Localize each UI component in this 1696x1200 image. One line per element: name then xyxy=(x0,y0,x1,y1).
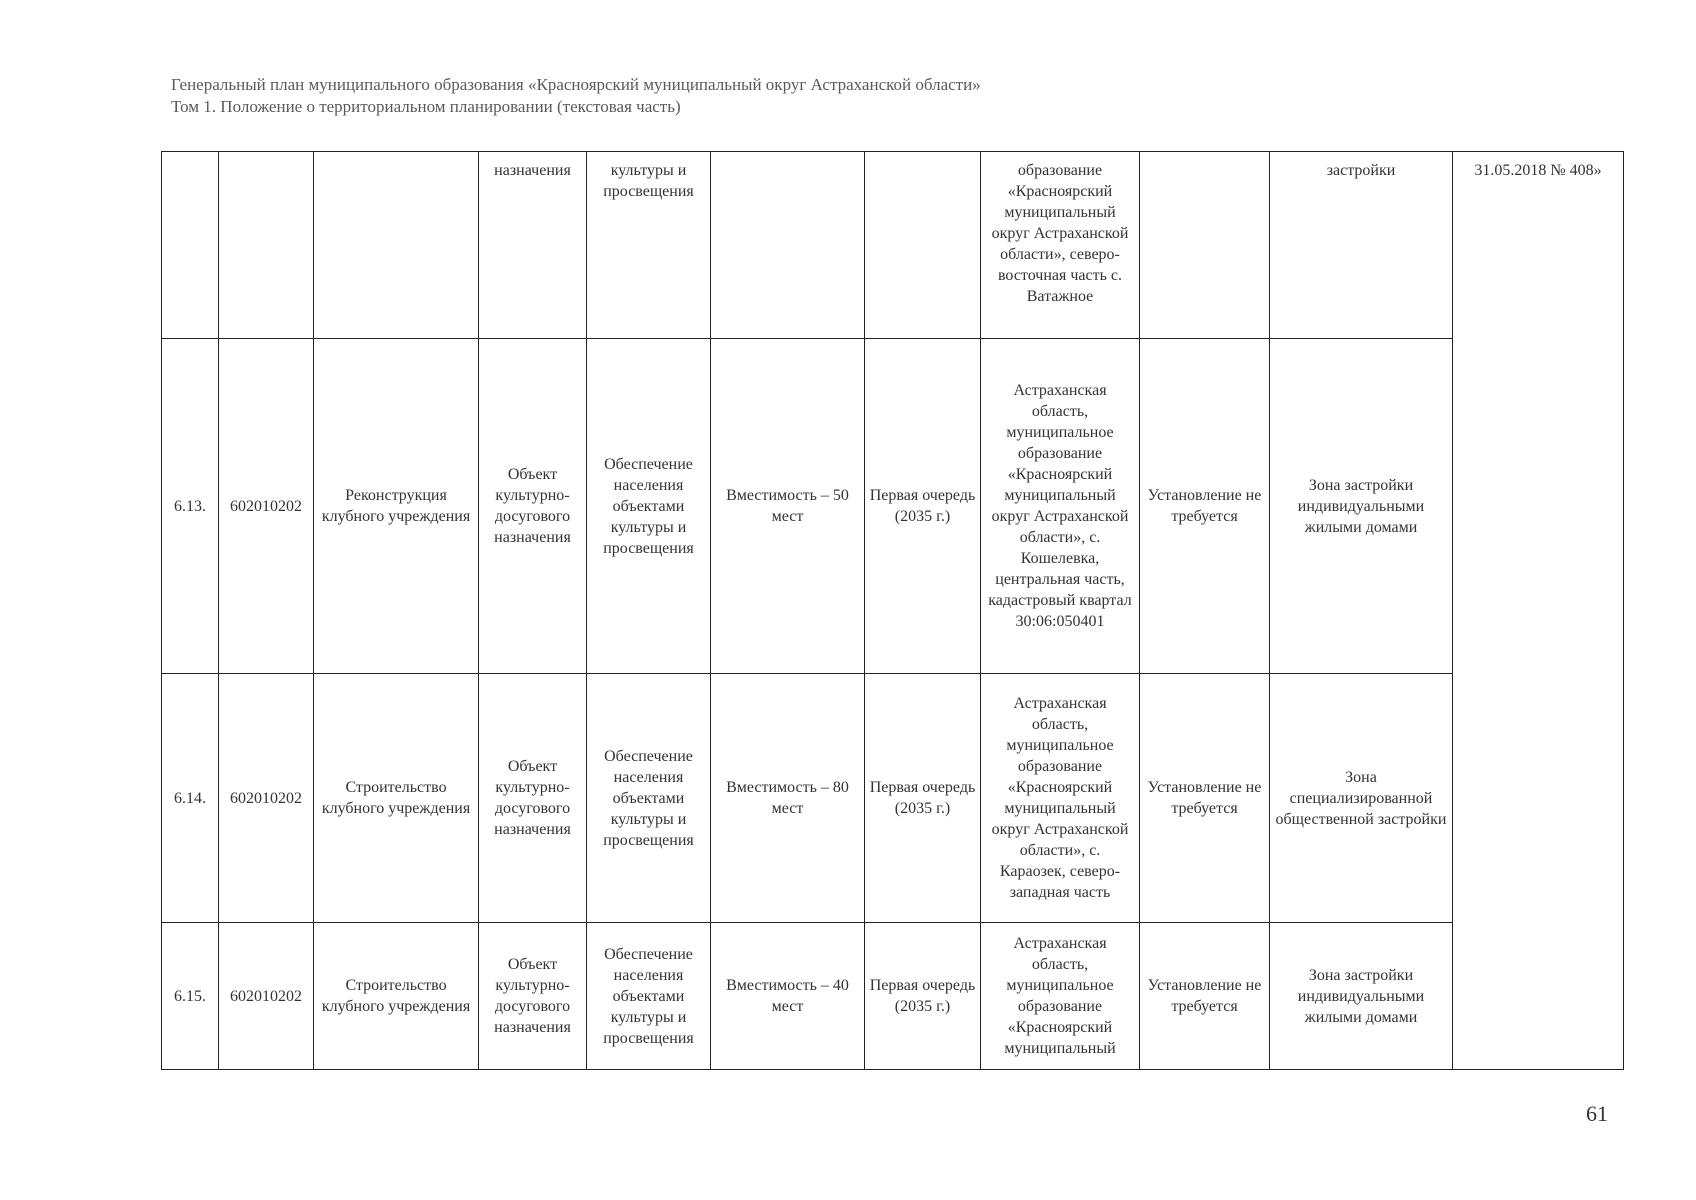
cell-code xyxy=(219,152,314,339)
cell-goal: Обеспечение населения объектами культуры и просвещения xyxy=(587,339,711,674)
table-row-continuation xyxy=(162,152,1624,339)
cell-name: Реконструкция клубного учреждения xyxy=(314,339,479,674)
objects-table xyxy=(161,151,1624,1070)
cell-zone-requirement: Установление не требуется xyxy=(1140,339,1270,674)
cell-zone: Зона застройки индивидуальными жилыми домами xyxy=(1270,339,1453,674)
cell-num: 6.15. xyxy=(162,923,219,1070)
page-number: 61 xyxy=(1586,1101,1608,1126)
cell-stage xyxy=(865,152,981,339)
cell-goal: культуры и просвещения xyxy=(587,152,711,339)
cell-name: Строительство клубного учреждения xyxy=(314,923,479,1070)
cell-name: Строительство клубного учреждения xyxy=(314,674,479,923)
cell-num: 6.13. xyxy=(162,339,219,674)
cell-stage: Первая очередь (2035 г.) xyxy=(865,339,981,674)
cell-location: Астраханская область, муниципальное образование «Красноярский муниципальный округ Астраханской области», с. Кошелевка, центральная часть, кадастровый квартал 30:06:050401 xyxy=(981,339,1140,674)
cell-location: образование «Красноярский муниципальный округ Астраханской области», северо-восточная часть с. Ватажное xyxy=(981,152,1140,339)
cell-zone-requirement xyxy=(1140,152,1270,339)
cell-location: Астраханская область, муниципальное образование «Красноярский муниципальный округ Астраханской области», с. Караозек, северо-западная часть xyxy=(981,674,1140,923)
cell-zone: Зона застройки индивидуальными жилыми домами xyxy=(1270,923,1453,1070)
cell-zone-requirement: Установление не требуется xyxy=(1140,923,1270,1070)
cell-stage: Первая очередь (2035 г.) xyxy=(865,923,981,1070)
cell-capacity xyxy=(711,152,865,339)
cell-purpose: назначения xyxy=(479,152,587,339)
cell-stage: Первая очередь (2035 г.) xyxy=(865,674,981,923)
cell-purpose: Объект культурно-досугового назначения xyxy=(479,339,587,674)
header-volume-line: Том 1. Положение о территориальном планировании (текстовая часть) xyxy=(171,97,681,116)
cell-document-reference: 31.05.2018 № 408» xyxy=(1453,152,1624,1070)
cell-num: 6.14. xyxy=(162,674,219,923)
table-row xyxy=(162,674,1624,923)
cell-purpose: Объект культурно-досугового назначения xyxy=(479,674,587,923)
header-title-line: Генеральный план муниципального образования «Красноярский муниципальный округ Астраханской области» xyxy=(171,75,981,94)
cell-goal: Обеспечение населения объектами культуры и просвещения xyxy=(587,674,711,923)
table-row xyxy=(162,923,1624,1070)
cell-capacity: Вместимость – 80 мест xyxy=(711,674,865,923)
cell-location: Астраханская область, муниципальное образование «Красноярский муниципальный xyxy=(981,923,1140,1070)
cell-zone: застройки xyxy=(1270,152,1453,339)
cell-purpose: Объект культурно-досугового назначения xyxy=(479,923,587,1070)
cell-code: 602010202 xyxy=(219,923,314,1070)
cell-goal: Обеспечение населения объектами культуры и просвещения xyxy=(587,923,711,1070)
cell-zone-requirement: Установление не требуется xyxy=(1140,674,1270,923)
cell-code: 602010202 xyxy=(219,674,314,923)
cell-code: 602010202 xyxy=(219,339,314,674)
cell-capacity: Вместимость – 50 мест xyxy=(711,339,865,674)
document-header xyxy=(171,74,981,118)
cell-name xyxy=(314,152,479,339)
cell-zone: Зона специализированной общественной застройки xyxy=(1270,674,1453,923)
table-row xyxy=(162,339,1624,674)
cell-num xyxy=(162,152,219,339)
cell-capacity: Вместимость – 40 мест xyxy=(711,923,865,1070)
